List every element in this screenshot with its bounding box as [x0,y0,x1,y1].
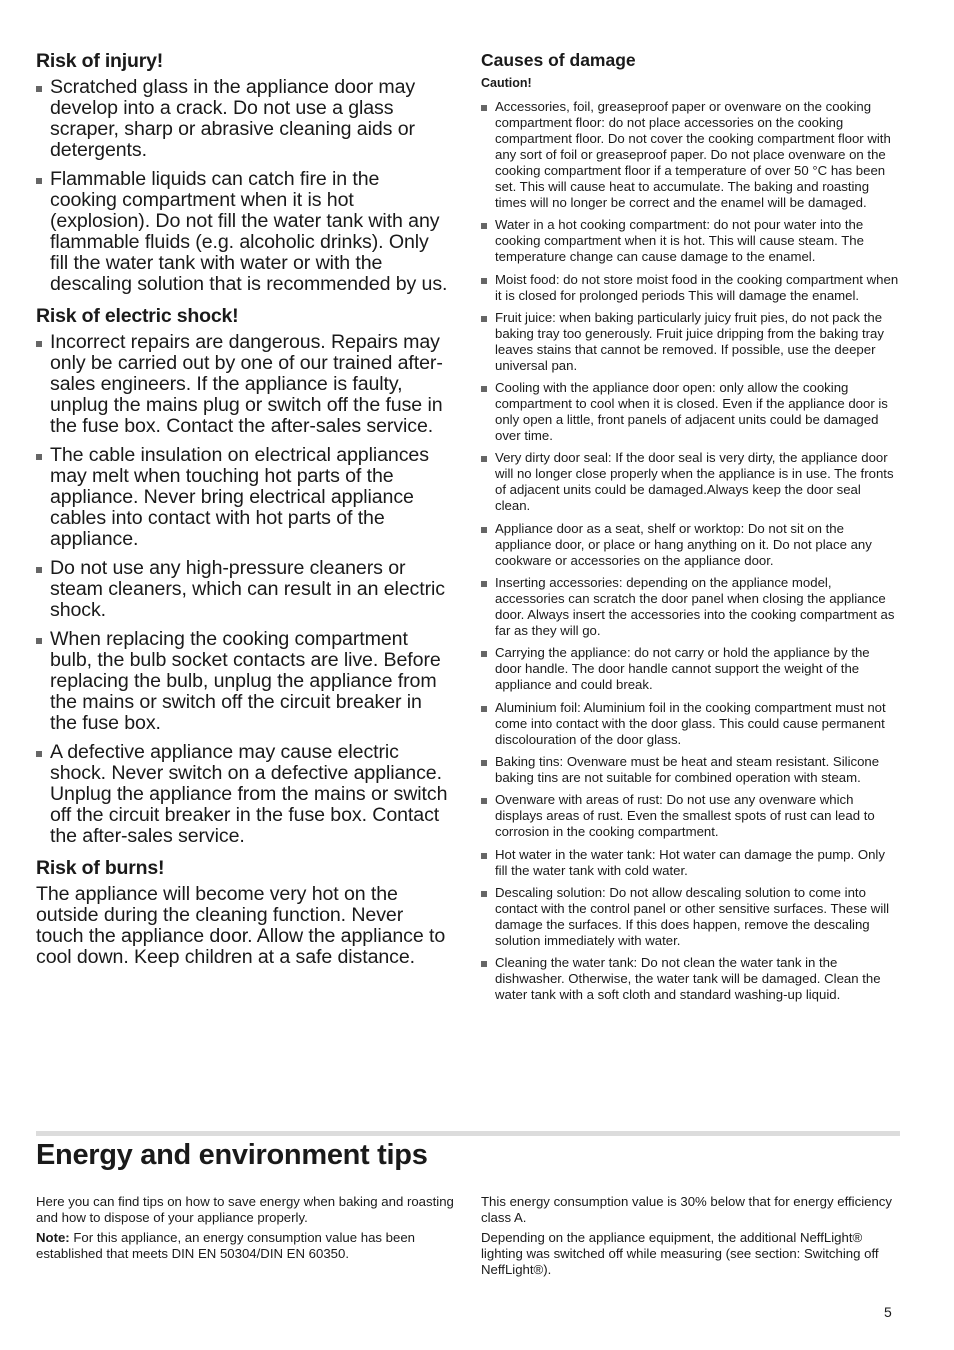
list-item-text: Flammable liquids can catch fire in the cooking compartment when it is hot (explosion). Do not fill the water tank with any flammable fluids (e.g. alcoholic drinks). Only fill the water tank with water or with the descaling solution that is recommended by us. [50,168,448,295]
energy-note [36,1230,456,1262]
square-bullet-icon [36,341,42,347]
square-bullet-icon [481,386,487,392]
energy-section-title: Energy and environment tips [36,1139,428,1171]
square-bullet-icon [481,105,487,111]
square-bullet-icon [481,798,487,804]
left-column [36,50,450,968]
list-item [481,380,899,444]
square-bullet-icon [481,891,487,897]
list-item-text: Incorrect repairs are dangerous. Repairs may only be carried out by one of our trained after-sales engineers. If the appliance is faulty, unplug the mains plug or switch off the fuse in the fuse box. Contact the after-sales service. [50,331,443,437]
list-item-text: Water in a hot cooking compartment: do not pour water into the cooking compartment when it is hot. This will cause steam. The temperature change can cause damage to the enamel. [495,217,864,265]
risk-of-burns-heading: Risk of burns! [36,857,165,879]
list-item-text: Fruit juice: when baking particularly juicy fruit pies, do not pack the baking tray too generously. Fruit juice dripping from the baking tray leaves stains that cannot be removed. If possible, use the deeper universal pan. [495,309,884,373]
list-item [36,445,450,550]
list-item [481,575,899,639]
risk-of-injury-heading: Risk of injury! [36,50,164,72]
list-item [36,332,450,437]
list-item-text: Baking tins: Ovenware must be heat and steam resistant. Silicone baking tins are not suitable for combined operation with steam. [495,753,880,785]
list-item-text: Accessories, foil, greaseproof paper or ovenware on the cooking compartment floor: do not place accessories on the cooking compartment floor. Do not cover the cooking compartment floor with any sort of foil or greaseproof paper. Do not place ovenware on the cooking compartment floor if a temperature of over 50 °C has been set. This will cause heat to accumulate. The baking and roasting times will no longer be correct and the enamel will be damaged. [495,99,891,210]
page-number: 5 [884,1304,892,1320]
list-item-text: Cleaning the water tank: Do not clean the water tank in the dishwasher. Otherwise, the water tank will be damaged. Clean the water tank with a soft cloth and standard washing-up liquid. [495,955,881,1003]
list-item [481,521,899,569]
square-bullet-icon [481,706,487,712]
list-item-text: Cooling with the appliance door open: only allow the cooking compartment to cool when it is closed. Even if the appliance door is only open a little, front panels of adjacent units could be damaged over time. [495,380,888,444]
risk-of-electric-shock-heading: Risk of electric shock! [36,305,239,327]
causes-of-damage-heading: Causes of damage [481,50,636,70]
list-item [481,885,899,949]
list-item [36,169,450,295]
nefflight-text: Depending on the appliance equipment, the additional NeffLight® lighting was switched off while measuring (see section: Switching off NeffLight®). [481,1230,879,1277]
square-bullet-icon [481,456,487,462]
right-column [481,50,899,1009]
list-item [481,754,899,786]
note-label: Note: [36,1230,70,1245]
note-text: For this appliance, an energy consumption value has been established that meets DIN EN 50304/DIN EN 60350. [36,1230,416,1261]
list-item [481,700,899,748]
caution-label: Caution! [481,76,532,90]
list-item-text: Inserting accessories: depending on the appliance model, accessories can scratch the door panel when closing the appliance door. Always insert the accessories into the cooking compartment as far as they will go. [495,575,895,639]
list-item [481,272,899,304]
risk-of-electric-shock-list [36,332,450,847]
section-divider [36,1131,900,1136]
list-item [36,742,450,847]
list-item [481,310,899,374]
causes-of-damage-list [481,99,899,1003]
list-item-text: Ovenware with areas of rust: Do not use any ovenware which displays areas of rust. Even the smallest spots of rust can lead to corrosion in the cooking compartment. [495,792,875,840]
list-item [481,450,899,514]
energy-left-column [36,1194,456,1266]
square-bullet-icon [481,527,487,533]
energy-consumption-text: This energy consumption value is 30% below that for energy efficiency class A. [481,1194,892,1225]
list-item-text: Scratched glass in the appliance door may develop into a crack. Do not use a glass scraper, sharp or abrasive cleaning aids or detergents. [50,76,416,161]
square-bullet-icon [481,223,487,229]
square-bullet-icon [36,178,42,184]
list-item-text: Do not use any high-pressure cleaners or steam cleaners, which can result in an electric shock. [50,557,445,621]
square-bullet-icon [481,651,487,657]
square-bullet-icon [481,278,487,284]
list-item-text: Carrying the appliance: do not carry or hold the appliance by the door handle. The door handle cannot support the weight of the appliance and could break. [495,645,870,693]
list-item [481,645,899,693]
list-item-text: Very dirty door seal: If the door seal is very dirty, the appliance door will no longer close properly when the appliance is in use. The fronts of adjacent units could be damaged.Always keep the door seal clean. [495,450,894,514]
list-item-text: Moist food: do not store moist food in the cooking compartment when it is closed for prolonged periods This will damage the enamel. [495,271,899,303]
list-item-text: Aluminium foil: Aluminium foil in the cooking compartment must not come into contact with the door glass. This could cause permanent discolouration of the door glass. [495,699,886,747]
square-bullet-icon [481,316,487,322]
list-item [36,77,450,161]
list-item [481,217,899,265]
list-item-text: The cable insulation on electrical appliances may melt when touching hot parts of the appliance. Never bring electrical appliance cables into contact with hot parts of the appliance. [50,444,429,550]
square-bullet-icon [481,961,487,967]
risk-of-burns-text: The appliance will become very hot on the outside during the cleaning function. Never touch the appliance door. Allow the appliance to cool down. Keep children at a safe distance. [36,883,446,968]
square-bullet-icon [36,454,42,460]
square-bullet-icon [36,567,42,573]
list-item [481,955,899,1003]
square-bullet-icon [481,581,487,587]
energy-right-column [481,1194,899,1282]
list-item-text: Appliance door as a seat, shelf or worktop: Do not sit on the appliance door, or place or hang anything on it. Do not place any cookware or accessories on the appliance door. [495,520,872,568]
list-item [36,558,450,621]
square-bullet-icon [481,853,487,859]
energy-intro: Here you can find tips on how to save energy when baking and roasting and how to dispose of your appliance properly. [36,1194,454,1225]
list-item-text: A defective appliance may cause electric shock. Never switch on a defective appliance. Unplug the appliance from the mains or switch off the circuit breaker in the fuse box. Contact the after-sales service. [50,741,448,847]
square-bullet-icon [36,638,42,644]
list-item-text: Hot water in the water tank: Hot water can damage the pump. Only fill the water tank with cold water. [495,846,885,878]
list-item [481,847,899,879]
list-item [481,99,899,211]
list-item-text: Descaling solution: Do not allow descaling solution to come into contact with the control panel or other sensitive surfaces. These will damage the surfaces. If this does happen, remove the descaling solution immediately with water. [495,884,890,948]
square-bullet-icon [36,86,42,92]
risk-of-injury-list [36,77,450,295]
list-item [36,629,450,734]
list-item [481,792,899,840]
list-item-text: When replacing the cooking compartment bulb, the bulb socket contacts are live. Before replacing the bulb, unplug the appliance from the mains or switch off the circuit breaker in the fuse box. [50,628,441,734]
square-bullet-icon [36,751,42,757]
square-bullet-icon [481,760,487,766]
